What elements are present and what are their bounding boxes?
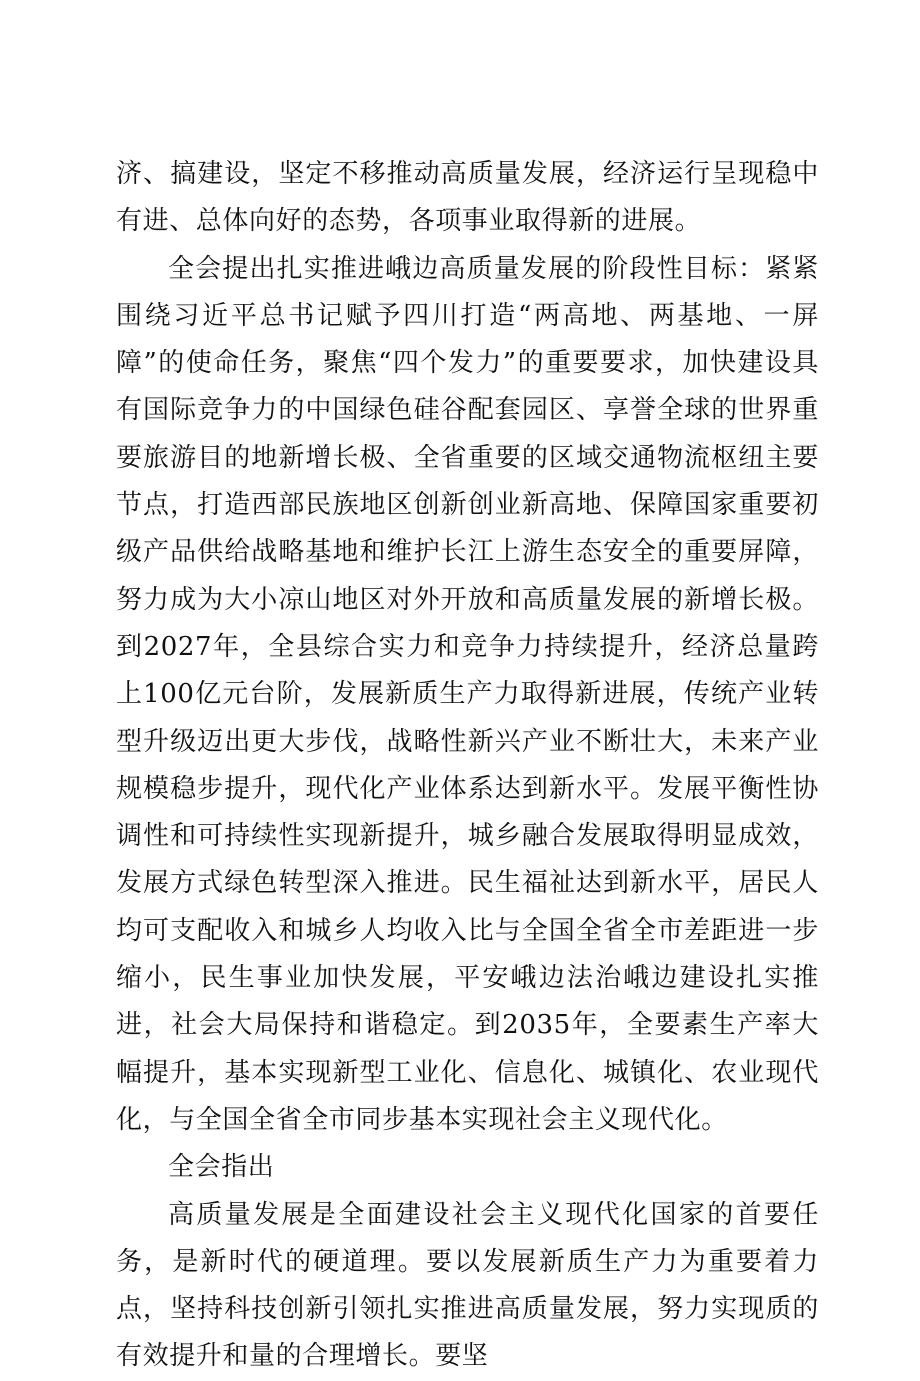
paragraph-plenum-points-out: 全会指出 (168, 1152, 275, 1183)
paragraph-stage-goals: 全会提出扎实推进峨边高质量发展的阶段性目标：紧紧围绕习近平总书记赋予四川打造“两高地、两基地、一屏障”的使命任务，聚焦“四个发力”的重要要求，加快建设具有国际竞争力的中国绿色硅谷配套园区、享誉全球的世界重要旅游目的地新增长极、全省重要的区域交通物流枢纽主要节点，打造西部民族地区创新创业新高地、保障国家重要初级产品供给战略基地和维护长江上游生态安全的重要屏障，努力成为大小凉山地区对外开放和高质量发展的新增长极。到2027年，全县综合实力和竞争力持续提升，经济总量跨上100亿元台阶，发展新质生产力取得新进展，传统产业转型升级迈出更大步伐，战略性新兴产业不断壮大，未来产业规模稳步提升，现代化产业体系达到新水平。发展平衡性协调性和可持续性实现新提升，城乡融合发展取得明显成效，发展方式绿色转型深入推进。民生福祉达到新水平，居民人均可支配收入和城乡人均收入比与全国全省全市差距进一步缩小，民生事业加快发展，平安峨边法治峨边建设扎实推进，社会大局保持和谐稳定。到2035年，全要素生产率大幅提升，基本实现新型工业化、信息化、城镇化、农业现代化，与全国全省全市同步基本实现社会主义现代化。 (116, 253, 819, 1135)
document-body (116, 151, 819, 1381)
paragraph-high-quality-development: 高质量发展是全面建设社会主义现代化国家的首要任务，是新时代的硬道理。要以发展新质生产力为重要着力点，坚持科技创新引领扎实推进高质量发展，努力实现质的有效提升和量的合理增长。要坚 (116, 1199, 819, 1372)
paragraph-continuation: 济、搞建设，坚定不移推动高质量发展，经济运行呈现稳中有进、总体向好的态势，各项事业取得新的进展。 (116, 159, 819, 237)
